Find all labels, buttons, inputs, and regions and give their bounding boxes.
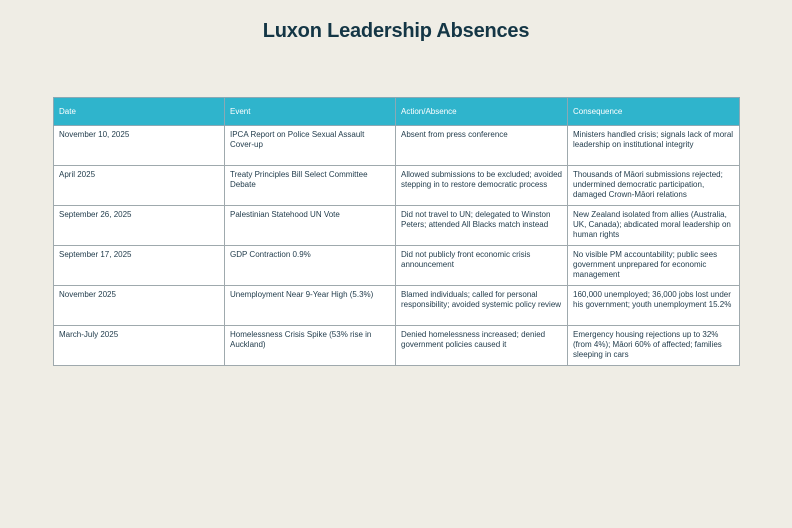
absences-table bbox=[53, 97, 740, 366]
date-cell: April 2025 bbox=[54, 166, 225, 206]
table-row bbox=[54, 286, 740, 326]
column-header-consequence: Consequence bbox=[568, 98, 740, 126]
table-row bbox=[54, 166, 740, 206]
header-row bbox=[54, 98, 740, 126]
action-cell: Did not travel to UN; delegated to Winston Peters; attended All Blacks match instead bbox=[396, 206, 568, 246]
date-cell: November 10, 2025 bbox=[54, 126, 225, 166]
action-cell: Absent from press conference bbox=[396, 126, 568, 166]
action-cell: Denied homelessness increased; denied government policies caused it bbox=[396, 326, 568, 366]
consequence-cell: Thousands of Māori submissions rejected; undermined democratic participation, damaged Crown-Māori relations bbox=[568, 166, 740, 206]
date-cell: March-July 2025 bbox=[54, 326, 225, 366]
event-cell: GDP Contraction 0.9% bbox=[225, 246, 396, 286]
action-cell: Did not publicly front economic crisis announcement bbox=[396, 246, 568, 286]
table-row bbox=[54, 206, 740, 246]
column-header-date: Date bbox=[54, 98, 225, 126]
event-cell: Treaty Principles Bill Select Committee Debate bbox=[225, 166, 396, 206]
action-cell: Allowed submissions to be excluded; avoided stepping in to restore democratic process bbox=[396, 166, 568, 206]
table-row bbox=[54, 326, 740, 366]
table-row bbox=[54, 126, 740, 166]
event-cell: Unemployment Near 9-Year High (5.3%) bbox=[225, 286, 396, 326]
consequence-cell: Emergency housing rejections up to 32% (from 4%); Māori 60% of affected; families sleeping in cars bbox=[568, 326, 740, 366]
consequence-cell: Ministers handled crisis; signals lack of moral leadership on institutional integrity bbox=[568, 126, 740, 166]
date-cell: November 2025 bbox=[54, 286, 225, 326]
date-cell: September 26, 2025 bbox=[54, 206, 225, 246]
event-cell: IPCA Report on Police Sexual Assault Cover-up bbox=[225, 126, 396, 166]
date-cell: September 17, 2025 bbox=[54, 246, 225, 286]
action-cell: Blamed individuals; called for personal responsibility; avoided systemic policy review bbox=[396, 286, 568, 326]
table-row bbox=[54, 246, 740, 286]
consequence-cell: 160,000 unemployed; 36,000 jobs lost under his government; youth unemployment 15.2% bbox=[568, 286, 740, 326]
column-header-event: Event bbox=[225, 98, 396, 126]
column-header-action: Action/Absence bbox=[396, 98, 568, 126]
page-title: Luxon Leadership Absences bbox=[262, 20, 530, 42]
table-header bbox=[54, 98, 740, 126]
consequence-cell: New Zealand isolated from allies (Australia, UK, Canada); abdicated moral leadership on human rights bbox=[568, 206, 740, 246]
table-body bbox=[54, 126, 740, 366]
event-cell: Palestinian Statehood UN Vote bbox=[225, 206, 396, 246]
event-cell: Homelessness Crisis Spike (53% rise in Auckland) bbox=[225, 326, 396, 366]
consequence-cell: No visible PM accountability; public sees government unprepared for economic management bbox=[568, 246, 740, 286]
